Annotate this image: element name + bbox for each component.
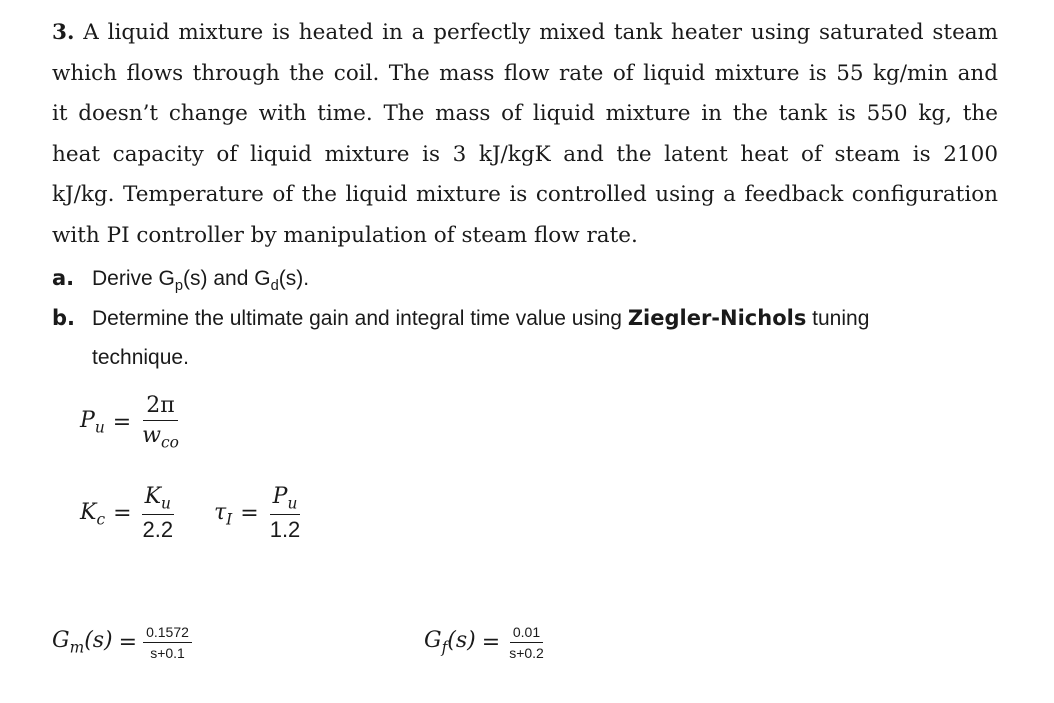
formula-kc: $K_c$ = $\frac{K_u}{2.2}$ — [80, 484, 174, 543]
question-line-6: with PI controller by manipulation of steam flow rate. — [52, 222, 638, 248]
ziegler-nichols-bold: Ziegler-Nichols — [627, 306, 807, 330]
part-b-line-2: technique. — [92, 346, 189, 369]
formula-tau-i: $\tau_I$ = $\frac{P_u}{1.2}$ — [214, 484, 301, 543]
part-a-label: a. — [52, 266, 75, 290]
formula-gf: $G_f(s)$ = $\frac{0.01}{s+0.2}$ — [424, 624, 544, 661]
question-line-1: 3. A liquid mixture is heated in a perfectly mixed tank heater using saturated steam — [52, 20, 998, 45]
formula-gm: $G_m(s)$ = $\frac{0.1572}{s+0.1}$ — [52, 624, 192, 661]
question-line-3: it doesn’t change with time. The mass of liquid mixture in the tank is 550 kg, the — [52, 101, 998, 127]
question-line-2: which flows through the coil. The mass flow rate of liquid mixture is 55 kg/min and — [52, 60, 998, 86]
formula-pu: $P_u$ = $\frac{2\pi}{w_{co}}$ — [80, 393, 179, 452]
part-b: b. Determine the ultimate gain and integral time value using Ziegler-Nichols tuning — [52, 298, 869, 339]
question-line-5: kJ/kg. Temperature of the liquid mixture is controlled using a feedback configuration — [52, 182, 998, 208]
part-a: a. Derive $G_p(s)$ and $G_d(s)$. — [52, 258, 309, 306]
question-number: 3. — [52, 20, 75, 45]
question-paragraph — [52, 13, 998, 257]
question-line-4: heat capacity of liquid mixture is 3 kJ/kgK and the latent heat of steam is 2100 — [52, 141, 998, 167]
part-b-label: b. — [52, 306, 76, 330]
